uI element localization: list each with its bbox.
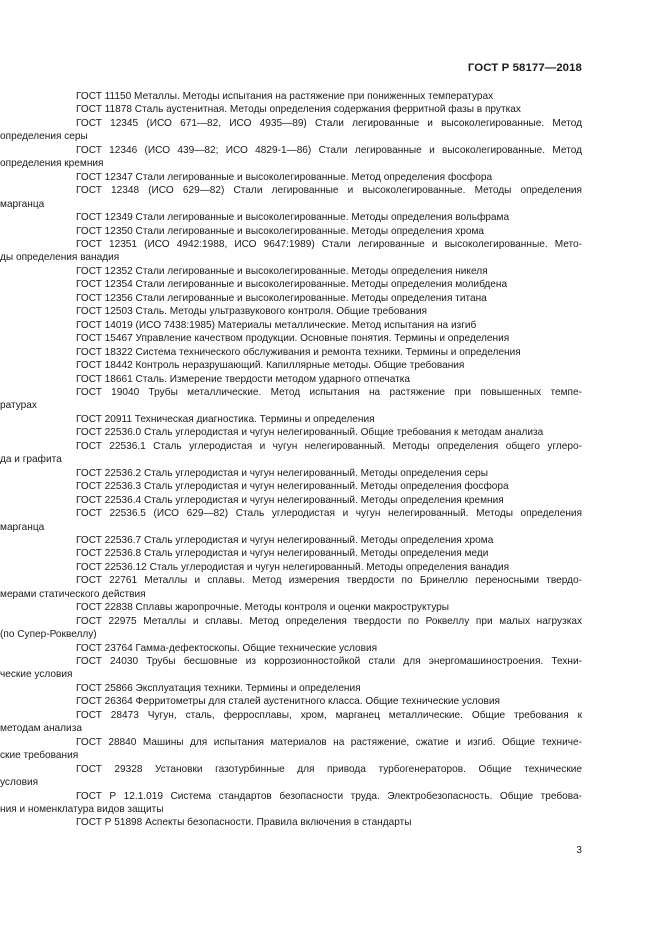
reference-line: ГОСТ 28840 Машины для испытания материалов на растяжение, сжатие и изгиб. Общие техниче- bbox=[76, 736, 582, 748]
reference-line: ГОСТ 22536.7 Сталь углеродистая и чугун нелегированный. Методы определения хрома bbox=[76, 534, 494, 546]
reference-line: ГОСТ 18661 Сталь. Измерение твердости методом ударного отпечатка bbox=[76, 373, 411, 385]
reference-line: ГОСТ 29328 Установки газотурбинные для привода турбогенераторов. Общие технические bbox=[76, 763, 582, 775]
reference-line: ГОСТ 15467 Управление качеством продукции. Основные понятия. Термины и определения bbox=[76, 333, 510, 345]
reference-item bbox=[76, 547, 582, 560]
reference-line: ГОСТ 28473 Чугун, сталь, ферросплавы, хром, марганец металлические. Общие требования к bbox=[76, 709, 582, 721]
reference-item bbox=[76, 426, 582, 439]
reference-item bbox=[76, 319, 582, 332]
reference-item bbox=[0, 790, 582, 817]
reference-line: ГОСТ 22536.8 Сталь углеродистая и чугун нелегированный. Методы определения меди bbox=[76, 548, 489, 560]
reference-item bbox=[76, 601, 582, 614]
reference-continuation-line: ния и номенклатура видов защиты bbox=[0, 804, 164, 816]
reference-line: ГОСТ 12349 Стали легированные и высоколегированные. Методы определения вольфрама bbox=[76, 212, 510, 224]
reference-item bbox=[0, 440, 582, 467]
reference-line: ГОСТ 12350 Стали легированные и высоколегированные. Методы определения хрома bbox=[76, 225, 485, 237]
reference-item bbox=[0, 386, 582, 413]
reference-line: ГОСТ 12345 (ИСО 671—82, ИСО 4935—89) Стали легированные и высоколегированные. Метод bbox=[76, 117, 582, 129]
reference-line: ГОСТ 22536.12 Сталь углеродистая и чугун нелегированный. Методы определения ванадия bbox=[76, 561, 510, 573]
reference-line: ГОСТ 22536.4 Сталь углеродистая и чугун нелегированный. Методы определения кремния bbox=[76, 494, 504, 506]
reference-line: ГОСТ 12351 (ИСО 4942:1988, ИСО 9647:1989) Стали легированные и высоколегированные. Мето- bbox=[76, 238, 582, 250]
reference-item bbox=[76, 413, 582, 426]
reference-item bbox=[76, 494, 582, 507]
reference-continuation-line: ды определения ванадия bbox=[0, 252, 120, 264]
reference-line: ГОСТ 12352 Стали легированные и высоколегированные. Методы определения никеля bbox=[76, 265, 488, 277]
reference-continuation-line: методам анализа bbox=[0, 723, 82, 735]
reference-item bbox=[76, 103, 582, 116]
reference-continuation-line: определения серы bbox=[0, 131, 88, 143]
reference-item bbox=[76, 265, 582, 278]
reference-continuation-line: (по Супер-Роквеллу) bbox=[0, 629, 97, 641]
reference-line: ГОСТ 22838 Сплавы жаропрочные. Методы контроля и оценки макроструктуры bbox=[76, 602, 450, 614]
reference-continuation-line: марганца bbox=[0, 198, 45, 210]
reference-line: ГОСТ 12347 Стали легированные и высоколегированные. Метод определения фосфора bbox=[76, 171, 493, 183]
reference-item bbox=[0, 709, 582, 736]
reference-item bbox=[0, 238, 582, 265]
reference-continuation-line: условия bbox=[0, 777, 39, 789]
reference-item bbox=[0, 615, 582, 642]
reference-item bbox=[76, 534, 582, 547]
reference-line: ГОСТ 22536.0 Сталь углеродистая и чугун нелегированный. Общие требования к методам анализа bbox=[76, 427, 544, 439]
reference-item bbox=[0, 574, 582, 601]
reference-line: ГОСТ 22536.2 Сталь углеродистая и чугун нелегированный. Методы определения серы bbox=[76, 467, 489, 479]
reference-continuation-line: ские требования bbox=[0, 750, 79, 762]
reference-item bbox=[76, 211, 582, 224]
reference-line: ГОСТ 24030 Трубы бесшовные из коррозионностойкой стали для энергомашиностроения. Техни- bbox=[76, 656, 582, 668]
reference-item bbox=[76, 90, 582, 103]
reference-line: ГОСТ 12346 (ИСО 439—82; ИСО 4829-1—86) Стали легированные и высоколегированные. Метод bbox=[76, 144, 582, 156]
reference-item bbox=[76, 332, 582, 345]
reference-item bbox=[76, 292, 582, 305]
reference-item bbox=[76, 359, 582, 372]
reference-line: ГОСТ 18442 Контроль неразрушающий. Капиллярные методы. Общие требования bbox=[76, 360, 465, 372]
reference-item bbox=[76, 480, 582, 493]
reference-line: ГОСТ 12503 Сталь. Методы ультразвукового контроля. Общие требования bbox=[76, 306, 427, 318]
reference-item bbox=[76, 642, 582, 655]
normative-references-list bbox=[0, 90, 582, 830]
reference-line: ГОСТ 12356 Стали легированные и высоколегированные. Методы определения титана bbox=[76, 292, 487, 304]
reference-continuation-line: мерами статического действия bbox=[0, 588, 146, 600]
reference-line: ГОСТ 25866 Эксплуатация техники. Термины и определения bbox=[76, 682, 361, 694]
document-id-header: ГОСТ Р 58177—2018 bbox=[467, 62, 582, 74]
reference-continuation-line: определения кремния bbox=[0, 158, 104, 170]
reference-line: ГОСТ 22761 Металлы и сплавы. Метод измерения твердости по Бринеллю переносными твердо- bbox=[76, 575, 582, 587]
reference-continuation-line: ческие условия bbox=[0, 669, 73, 681]
reference-line: ГОСТ 20911 Техническая диагностика. Термины и определения bbox=[76, 413, 375, 425]
reference-line: ГОСТ Р 12.1.019 Система стандартов безопасности труда. Электробезопасность. Общие требова- bbox=[76, 790, 582, 802]
reference-item bbox=[76, 373, 582, 386]
reference-item bbox=[76, 278, 582, 291]
reference-continuation-line: марганца bbox=[0, 521, 45, 533]
reference-line: ГОСТ 12354 Стали легированные и высоколегированные. Методы определения молибдена bbox=[76, 279, 508, 291]
reference-line: ГОСТ Р 51898 Аспекты безопасности. Правила включения в стандарты bbox=[76, 817, 412, 829]
reference-line: ГОСТ 23764 Гамма-дефектоскопы. Общие технические условия bbox=[76, 642, 378, 654]
page-number: 3 bbox=[576, 845, 582, 856]
reference-item bbox=[0, 763, 582, 790]
reference-item bbox=[0, 507, 582, 534]
reference-item bbox=[76, 305, 582, 318]
reference-line: ГОСТ 12348 (ИСО 629—82) Стали легированные и высоколегированные. Методы определения bbox=[76, 185, 582, 197]
reference-item bbox=[76, 467, 582, 480]
reference-line: ГОСТ 26364 Ферритометры для сталей аустенитного класса. Общие технические условия bbox=[76, 696, 500, 708]
reference-item bbox=[0, 117, 582, 144]
reference-item bbox=[76, 225, 582, 238]
reference-continuation-line: ратурах bbox=[0, 400, 37, 412]
reference-line: ГОСТ 22536.3 Сталь углеродистая и чугун нелегированный. Методы определения фосфора bbox=[76, 481, 509, 493]
reference-line: ГОСТ 11878 Сталь аустенитная. Методы определения содержания ферритной фазы в прутках bbox=[76, 104, 521, 116]
reference-item bbox=[0, 736, 582, 763]
reference-item bbox=[76, 171, 582, 184]
reference-line: ГОСТ 19040 Трубы металлические. Метод испытания на растяжение при повышенных темпе- bbox=[76, 386, 582, 398]
reference-continuation-line: да и графита bbox=[0, 454, 62, 466]
reference-item bbox=[76, 561, 582, 574]
reference-item bbox=[0, 184, 582, 211]
reference-line: ГОСТ 22536.5 (ИСО 629—82) Сталь углеродистая и чугун нелегированный. Методы определения bbox=[76, 508, 582, 520]
reference-item bbox=[0, 655, 582, 682]
reference-line: ГОСТ 11150 Металлы. Методы испытания на растяжение при пониженных температурах bbox=[76, 91, 494, 102]
reference-line: ГОСТ 22536.1 Сталь углеродистая и чугун нелегированный. Методы определения общего углеро- bbox=[76, 440, 582, 452]
reference-line: ГОСТ 22975 Металлы и сплавы. Метод определения твердости по Роквеллу при малых нагрузках bbox=[76, 615, 582, 627]
reference-item bbox=[76, 346, 582, 359]
reference-item bbox=[76, 816, 582, 829]
reference-item bbox=[0, 144, 582, 171]
reference-line: ГОСТ 14019 (ИСО 7438:1985) Материалы металлические. Метод испытания на изгиб bbox=[76, 319, 477, 331]
reference-item bbox=[76, 682, 582, 695]
reference-item bbox=[76, 695, 582, 708]
reference-line: ГОСТ 18322 Система технического обслуживания и ремонта техники. Термины и определения bbox=[76, 346, 521, 358]
